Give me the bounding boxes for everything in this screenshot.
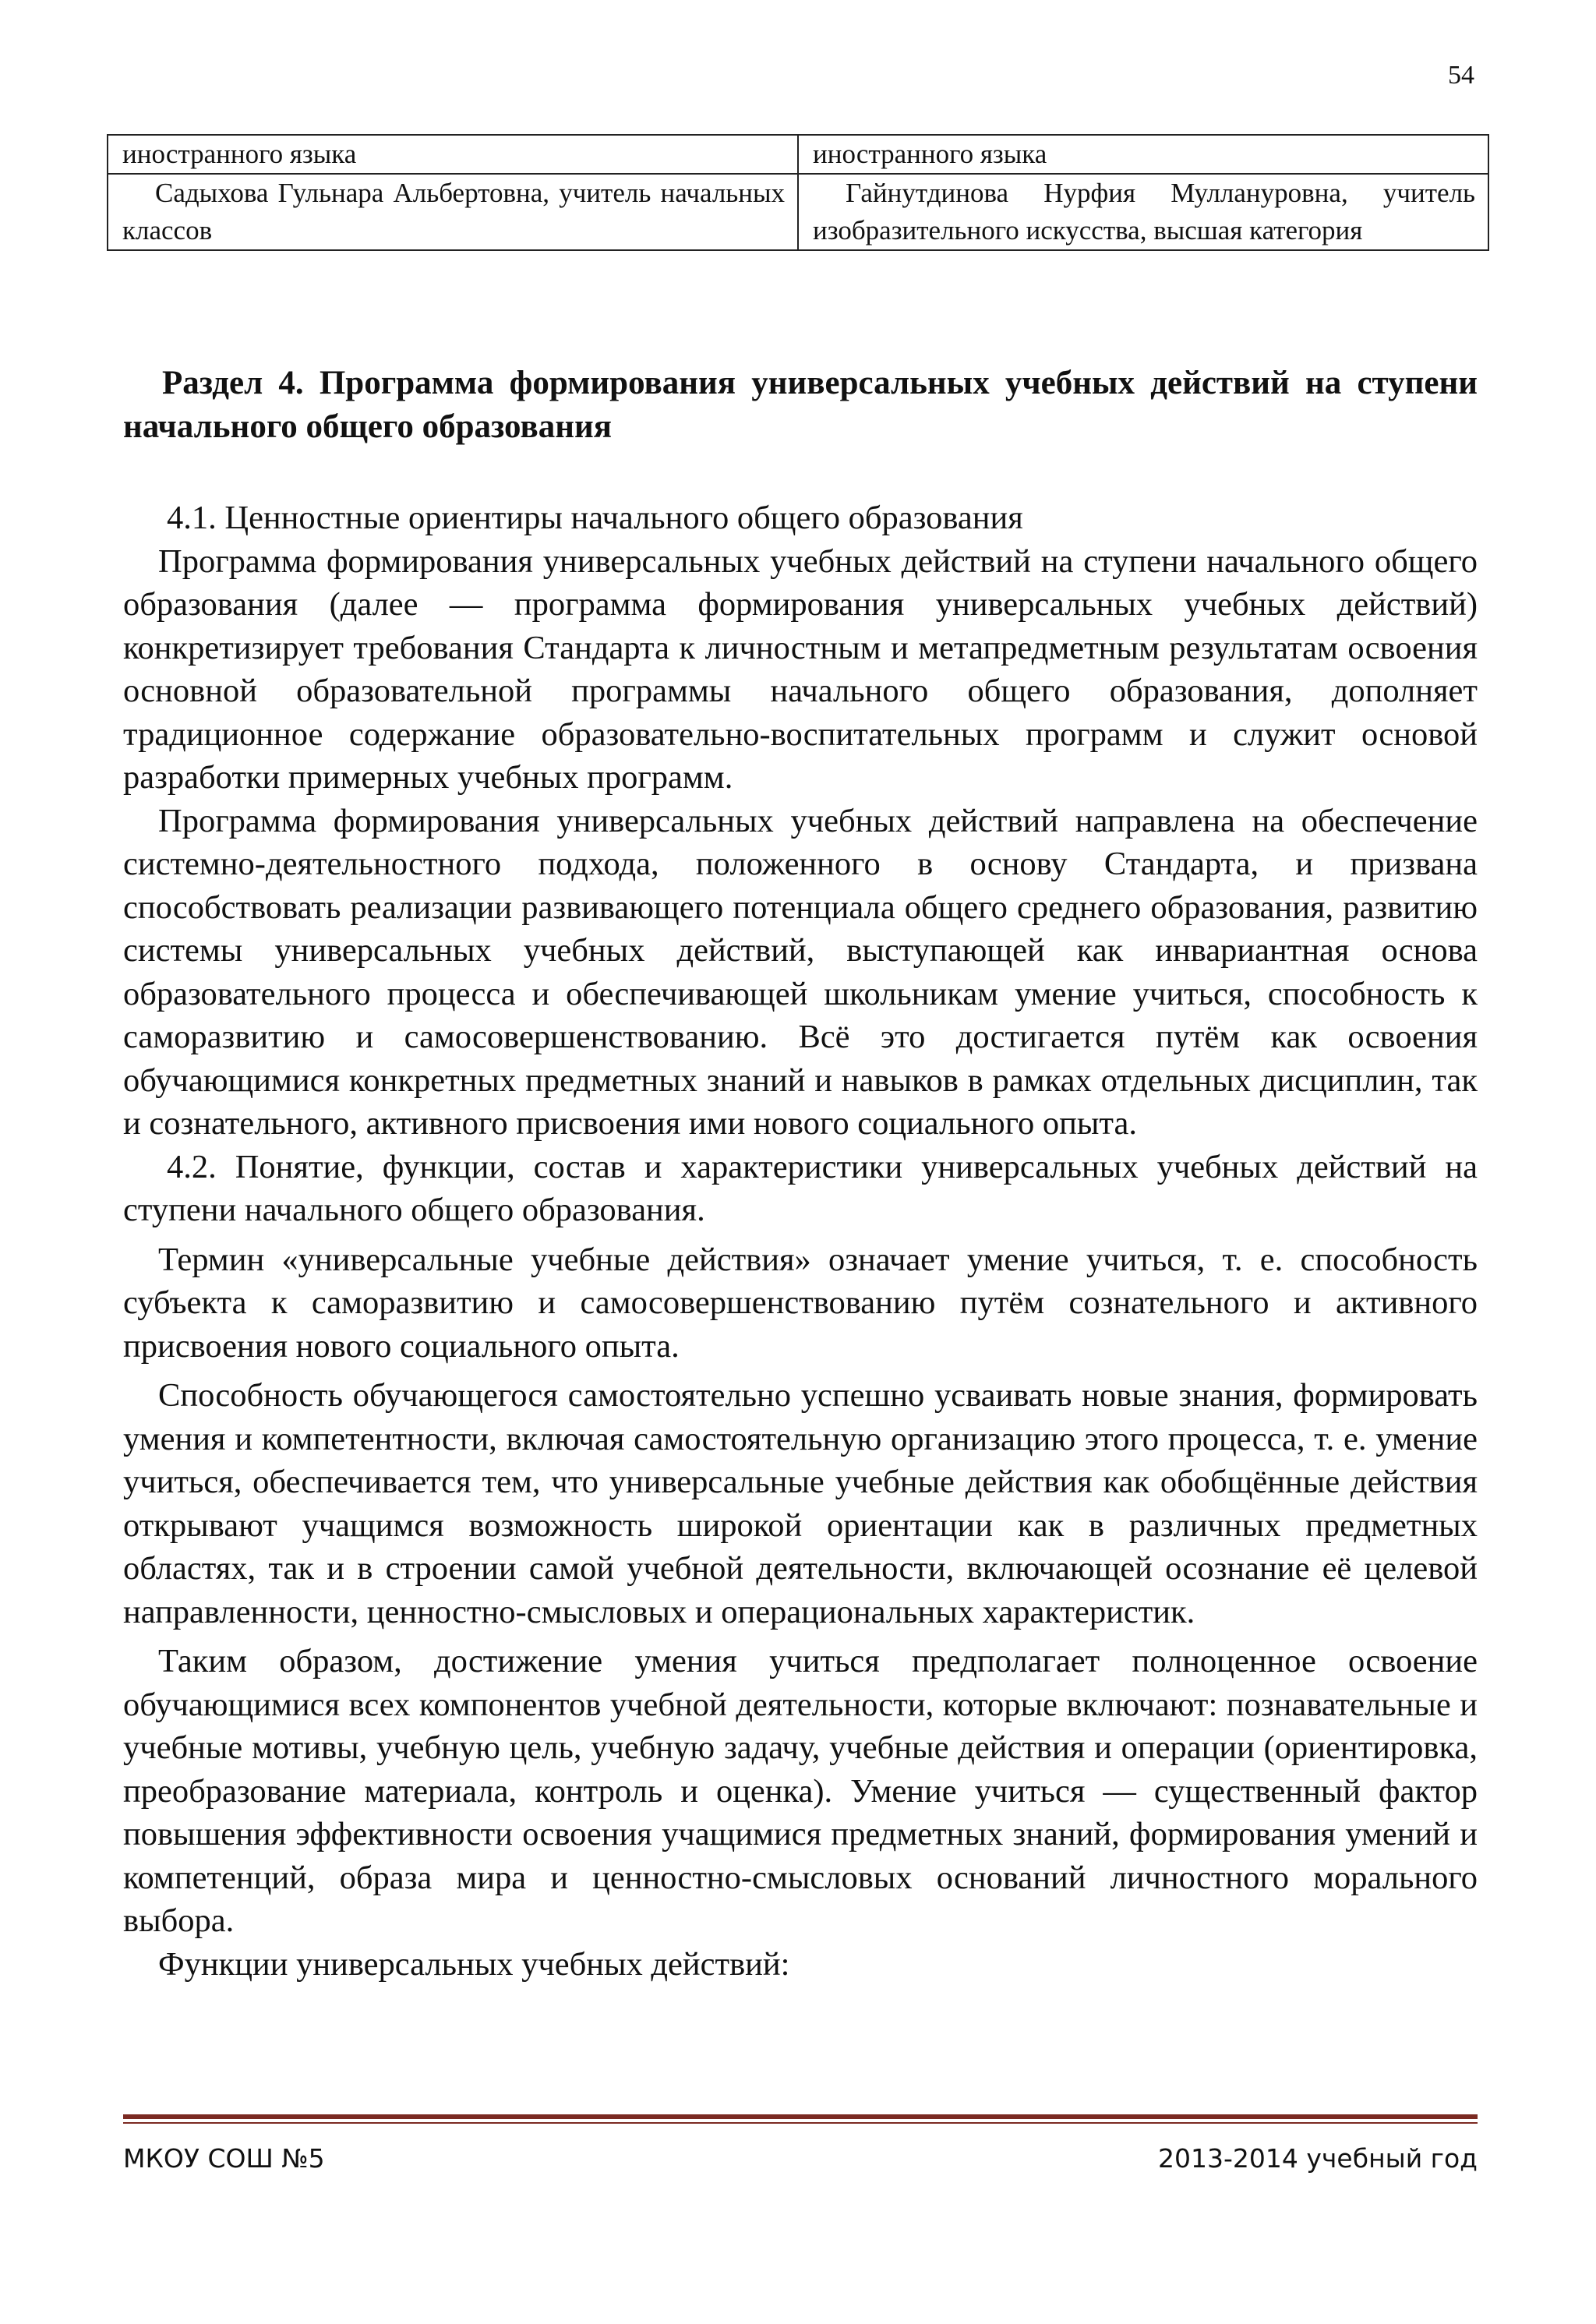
footer-year: 2013-2014 учебный год	[1158, 2143, 1478, 2174]
footer-divider-thin	[123, 2122, 1478, 2124]
paragraph: Программа формирования универсальных учебных действий на ступени начального общего образования (далее — программа формирования универсальных учебных действий) конкретизирует требования Стандарта к личностным и метапредметным результатам освоения основной образовательной программы начального общего образования, дополняет традиционное содержание образовательно-воспитательных программ и служит основой разработки примерных учебных программ.	[123, 542, 1478, 796]
table-cell: иностранного языка	[798, 135, 1488, 174]
footer-divider-thick	[123, 2114, 1478, 2119]
page-number: 54	[1448, 61, 1474, 90]
table-cell: Садыхова Гульнара Альбертовна, учитель начальных классов	[108, 174, 798, 250]
paragraph: Программа формирования универсальных учебных действий направлена на обеспечение системно-деятельностного подхода, положенного в основу Стандарта, и призвана способствовать реализации развивающего потенциала общего среднего образования, развитию системы универсальных учебных действий, выступающей как инвариантная основа образовательного процесса и обеспечивающей школьникам умение учиться, способность к саморазвитию и самосовершенствованию. Всё это достигается путём как освоения обучающимися конкретных предметных знаний и навыков в рамках отдельных дисциплин, так и сознательного, активного присвоения ими нового социального опыта.	[123, 802, 1478, 1142]
paragraph: Термин «универсальные учебные действия» означает умение учиться, т. е. способность субъекта к саморазвитию и самосовершенствованию путём сознательного и активного присвоения нового социального опыта.	[123, 1241, 1478, 1365]
footer-school: МКОУ СОШ №5	[123, 2143, 325, 2174]
staff-table	[107, 134, 1489, 251]
table-cell: Гайнутдинова Нурфия Муллануровна, учитель изобразительного искусства, высшая категория	[798, 174, 1488, 250]
table-cell: иностранного языка	[108, 135, 798, 174]
paragraph: Способность обучающегося самостоятельно успешно усваивать новые знания, формировать умения и компетентности, включая самостоятельную организацию этого процесса, т. е. умение учиться, обеспечивается тем, что универсальные учебные действия как обобщённые действия открывают учащимся возможность широкой ориентации как в различных предметных областях, так и в строении самой учебной деятельности, включающей осознание её целевой направленности, ценностно-смысловых и операциональных характеристик.	[123, 1377, 1478, 1630]
footer-divider	[123, 2114, 1478, 2125]
subheading-concept: 4.2. Понятие, функции, состав и характеристики универсальных учебных действий на ступени начального общего образования.	[123, 1148, 1478, 1228]
paragraph: Функции универсальных учебных действий:	[158, 1945, 790, 1983]
body-text	[123, 496, 1478, 1986]
table-row	[108, 174, 1488, 250]
section-heading: Раздел 4. Программа формирования универсальных учебных действий на ступени начального общего образования	[123, 365, 1478, 445]
subheading-values: 4.1. Ценностные ориентиры начального общего образования	[167, 500, 1023, 536]
paragraph: Таким образом, достижение умения учиться предполагает полноценное освоение обучающимися всех компонентов учебной деятельности, которые включают: познавательные и учебные мотивы, учебную цель, учебную задачу, учебные действия и операции (ориентировка, преобразование материала, контроль и оценка). Умение учиться — существенный фактор повышения эффективности освоения учащимися предметных знаний, формирования умений и компетенций, образа мира и ценностно-смысловых оснований личностного морального выбора.	[123, 1643, 1478, 1939]
table-row	[108, 135, 1488, 174]
